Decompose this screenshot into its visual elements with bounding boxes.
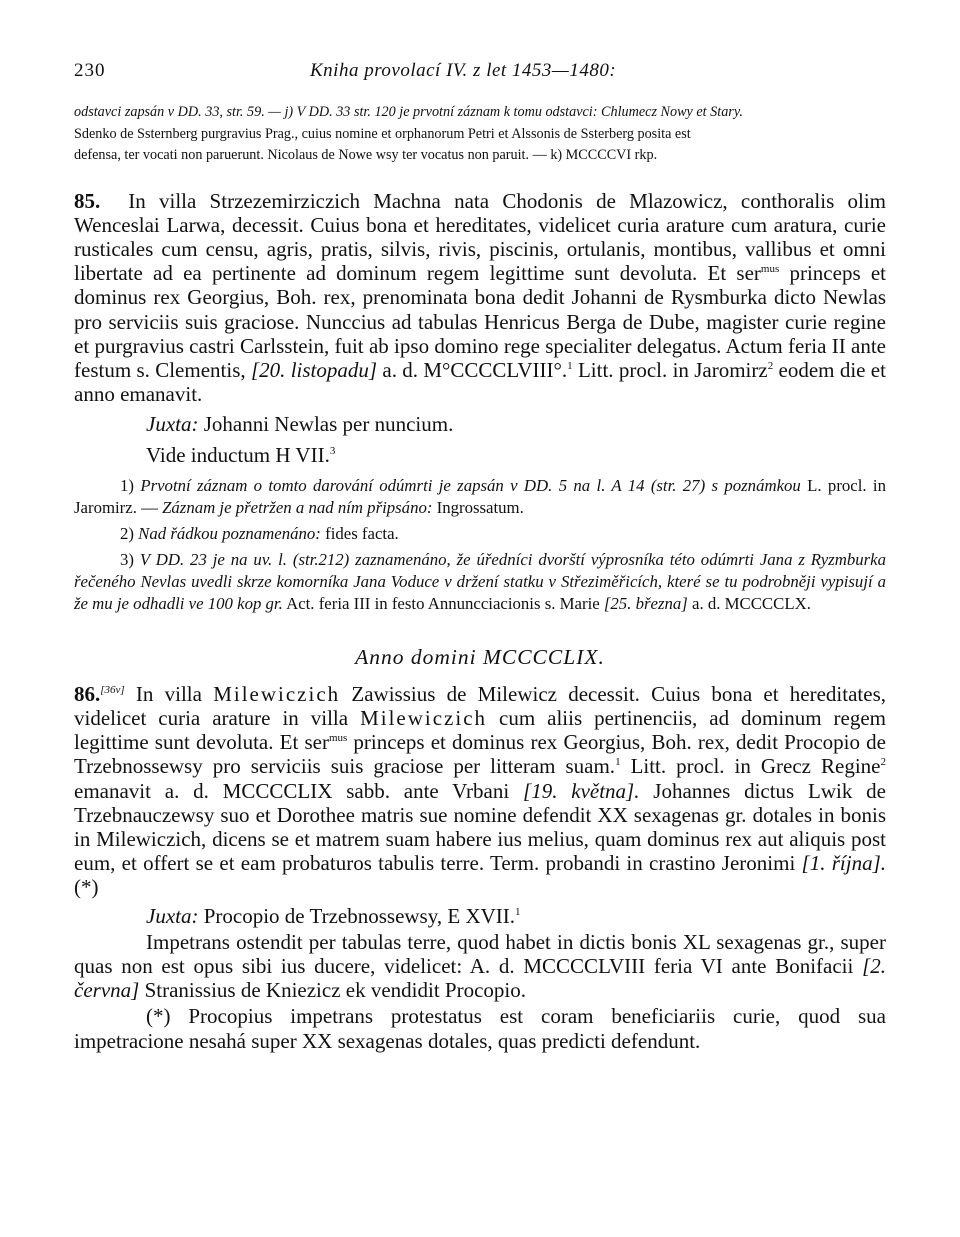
footnote-text: Nad řádkou poznamenáno: [133,523,321,543]
entry-text: (*) Procopius impetrans protestatus est coram beneficiariis curie, quod sua impetracione nesahá super XX sexagenas dotales, quas predicti defendunt. [74,1004,886,1053]
footnote-number: 1) [120,475,134,495]
note-line: Sdenko de Ssternberg purgravius Prag., cuius nomine et orphanorum Petri et Alssonis de Ssterberg posita est [74,125,691,142]
footnote-text: V DD. 23 je na uv. l. (str.212) zaznamenáno, že úředníci dvorští výprosníka této odúmrti Jana z Ryzmburka řečeného Nevlas uvedli skrze komorníka Jana Voduce v držení statku v Střeziměřicích, které se tu podrobněji vypisují a že mu je odhadli ve 100 kop gr. [74,549,886,613]
footnote-number: 3) [120,549,134,569]
entry-text: princeps et dominus rex Georgius, Boh. rex, prenominata bona dedit Johanni de Rysmburka dicto Newlas pro serviciis suis graciose. Nunccius ad tabulas Henricus Berga de Dube, magister curie regine et purgravius castri Carlsstein, fuit ab ipso domino rege specialiter delegatus. Actum feria II ante festum s. Clementis, [74,261,887,382]
juxta-label: Juxta: [146,412,199,437]
entry-text: Stranissius de Kniezicz ek vendidit Procopio. [139,978,526,1003]
vide-line: Vide inductum H VII. [146,442,330,467]
footnote-ref: 2 [767,359,774,372]
superscript: mus [328,732,348,745]
footnote-ref: 2 [880,756,886,769]
footnote-text: L. procl. in Jaromirz. — [74,475,886,517]
entry-text: a. d. M°CCCCLVIII°. [377,357,568,382]
entry-85 [74,189,886,467]
date-gloss: [19. května]. [523,778,640,803]
footnote-text: [25. března] [603,593,688,613]
note-line: odstavci zapsán v DD. 33, str. 59. — j) V DD. 33 str. 120 je prvotní záznam k tomu odstavci: Chlumecz Nowy et Stary. [74,104,743,120]
entry-text: Litt. procl. in Grecz Regine [620,754,881,779]
entry-text: Impetrans ostendit per tabulas terre, quod habet in dictis bonis XL sexagenas gr., super quas non est opus sibi ius ducere, videlicet: A. d. MCCCCLVIII feria VI ante Bonifacii [74,929,886,978]
entry-text: In villa [124,681,214,706]
page-header [74,56,886,86]
footnote-text: Záznam je přetržen a nad ním připsáno: [162,497,433,517]
page-number: 230 [74,60,106,81]
entry-text: cum aliis pertinenciis, ad dominum regem legittime sunt devoluta. Et ser [74,705,886,755]
entry-text: emanavit a. d. MCCCCLIX sabb. ante Vrbani [74,778,524,803]
place-name: Milewiczich [213,681,341,706]
entry-text: eodem die et anno emanavit. [74,357,886,407]
footnote-ref: 1 [615,756,621,769]
juxta-text: Procopio de Trzebnossewsy, E XVII. [198,903,516,928]
entry-number: 86. [74,681,101,706]
running-title: Kniha provolací IV. z let 1453—1480: [310,60,617,81]
date-gloss: [1. října]. [801,851,887,876]
entry-text: princeps et dominus rex Georgius, Boh. rex, dedit Procopio de Trzebnossewsy pro serviciis suis graciose per litteram suam. [74,730,886,779]
date-gloss: [20. listopadu] [250,357,378,382]
footnote-text: fides facta. [320,523,399,543]
note-line: defensa, ter vocati non paruerunt. Nicolaus de Nowe wsy ter vocatus non paruit. — k) MCCCCVI rkp. [74,147,658,163]
entry-text: Litt. procl. in Jaromirz [572,357,768,382]
entry-text: In villa Strzezemirziczich Machna nata Chodonis de Mlazowicz, conthoralis olim Wenceslai Larwa, decessit. Cuius bona et hereditates, videlicet curia arature cum aratura, curie rusticales cum censu, agris, pratis, silvis, rivis, piscinis, ortulanis, montibus, vallibus et omni libertate ad ea pertinente ad dominum regem legittime sunt devoluta. Et ser [74,188,886,286]
section-heading: Anno domini MCCCCLIX. [355,644,605,669]
continued-footnote [74,102,886,167]
entry-text: (*) [74,875,99,900]
entry-number: 85. [74,188,101,213]
juxta-text: Johanni Newlas per nuncium. [198,412,454,437]
footnote-text: Prvotní záznam o tomto darování odúmrti je zapsán v DD. 5 na l. A 14 (str. 27) s poznámkou [133,475,801,495]
superscript: mus [760,263,780,276]
footnotes-85 [74,475,886,615]
place-name: Milewiczich [360,705,488,730]
folio-mark: [36v] [100,683,125,696]
juxta-label: Juxta: [146,903,199,928]
entry-text: Zawissius de Milewicz decessit. Cuius bona et hereditates, videlicet curia arature in villa [74,681,886,730]
footnote-ref: 3 [329,444,336,457]
entry-text: Johannes dictus Lwik de Trzebnauczewsy suo et Dorothee matris sue nomine defendit XX sexagenas gr. dotales in bonis in Milewiczich, dicens se et matrem suam habere ius melius, quam dominus rex aut aliquis post eum, et offert se et eam probaturos tabulis terre. Term. probandi in crastino Jeronimi [74,778,886,876]
date-gloss: [2. června] [74,953,886,1003]
footnote-text: a. d. MCCCCLX. [687,593,811,613]
footnote-ref: 1 [515,905,521,918]
footnote-number: 2) [120,523,134,543]
footnote-text: Act. feria III in festo Annuncciacionis s. Marie [282,593,604,613]
document-page [74,56,886,1053]
entry-86 [74,682,886,1053]
footnote-text: Ingrossatum. [432,497,524,517]
footnote-ref: 1 [567,359,573,372]
